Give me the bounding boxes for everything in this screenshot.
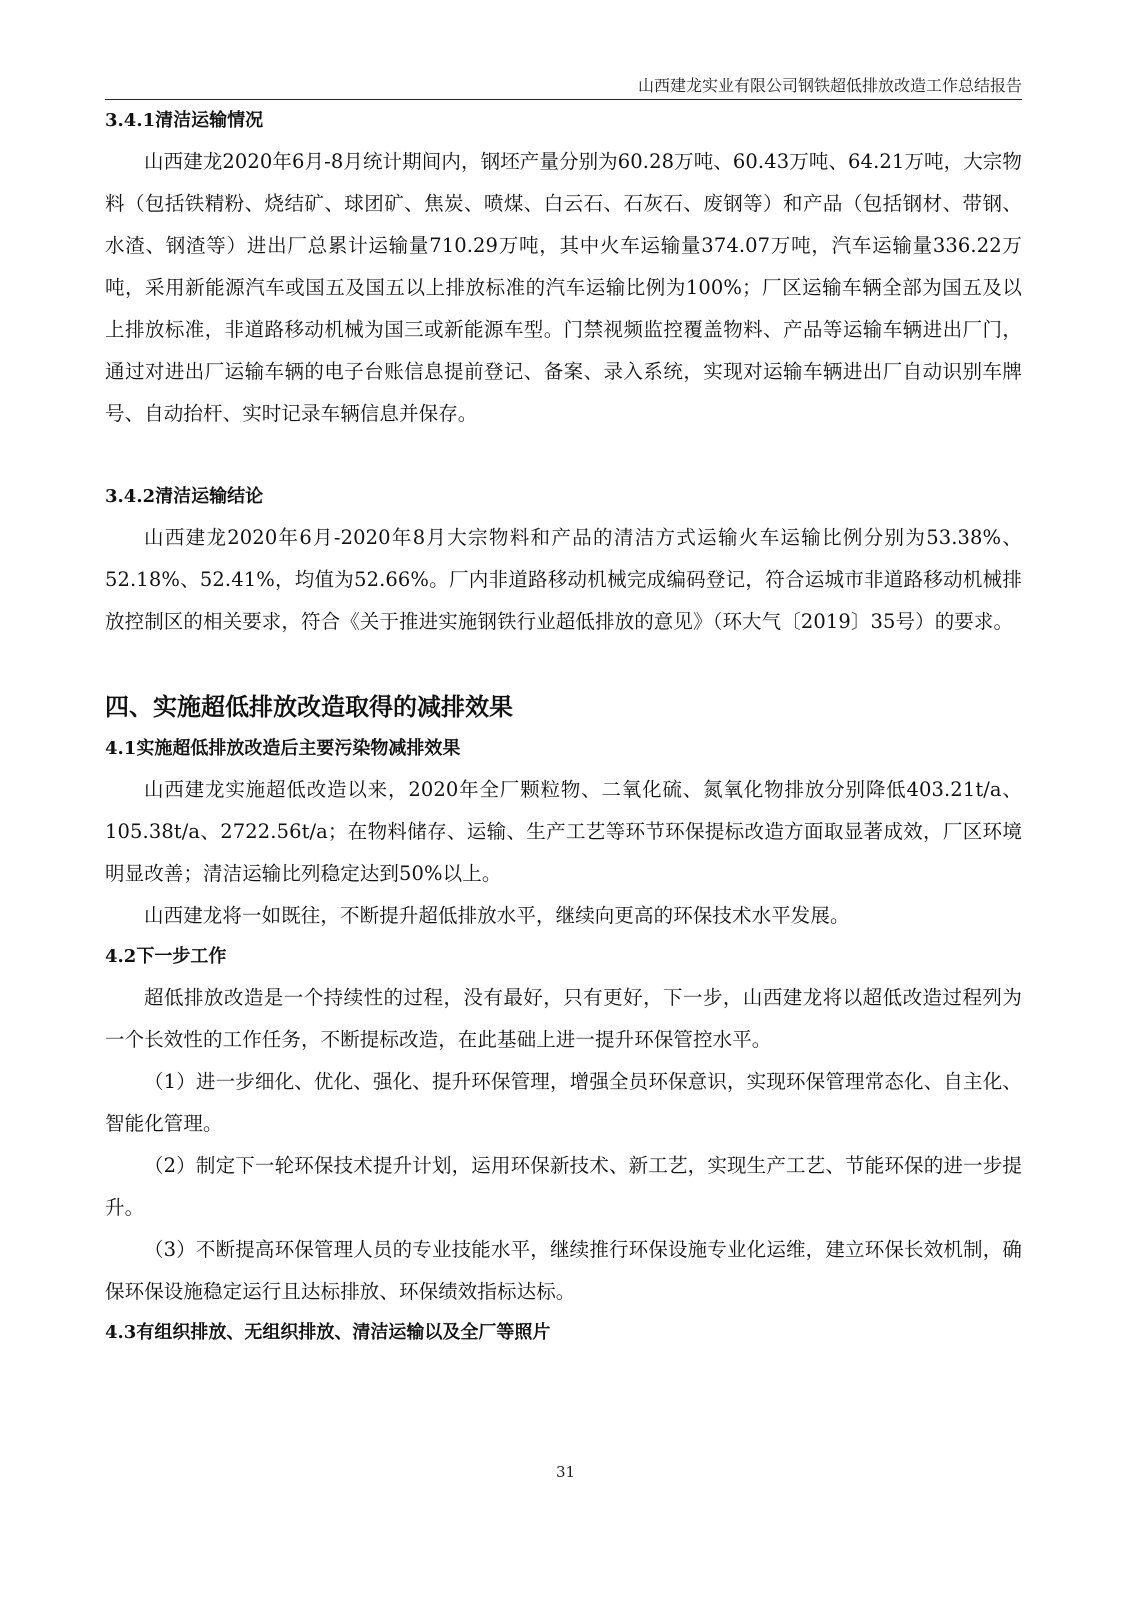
paragraph-emission-reduction: 山西建龙实施超低改造以来，2020年全厂颗粒物、二氧化硫、氮氧化物排放分别降低403.21t/a、105.38t/a、2722.56t/a；在物料储存、运输、生产工艺等环节环保提标改造方面取显著成效，厂区环境明显改善；清洁运输比列稳定达到50%以上。: [105, 778, 1022, 885]
heading-4-1: 4.1实施超低排放改造后主要污染物减排效果: [105, 738, 461, 759]
heading-4-2: 4.2下一步工作: [105, 946, 227, 967]
page-number: 31: [555, 1463, 576, 1481]
paragraph-clean-transport-status: 山西建龙2020年6月-8月统计期间内，钢坯产量分别为60.28万吨、60.43万吨、64.21万吨，大宗物料（包括铁精粉、烧结矿、球团矿、焦炭、喷煤、白云石、石灰石、废钢等）和产品（包括钢材、带钢、水渣、钢渣等）进出厂总累计运输量710.29万吨，其中火车运输量374.07万吨，汽车运输量336.22万吨，采用新能源汽车或国五及国五以上排放标准的汽车运输比例为100%；厂区运输车辆全部为国五及以上排放标准，非道路移动机械为国三或新能源车型。门禁视频监控覆盖物料、产品等运输车辆进出厂门，通过对进出厂运输车辆的电子台账信息提前登记、备案、录入系统，实现对运输车辆进出厂自动识别车牌号、自动抬杆、实时记录车辆信息并保存。: [105, 150, 1022, 425]
heading-3-4-1: 3.4.1清洁运输情况: [105, 110, 264, 131]
running-header: 山西建龙实业有限公司钢铁超低排放改造工作总结报告: [637, 76, 1022, 95]
list-item-1: （1）进一步细化、优化、强化、提升环保管理，增强全员环保意识，实现环保管理常态化、自主化、智能化管理。: [105, 1070, 1022, 1135]
list-item-3: （3）不断提高环保管理人员的专业技能水平，继续推行环保设施专业化运维，建立环保长效机制，确保环保设施稳定运行且达标排放、环保绩效指标达标。: [105, 1238, 1022, 1303]
heading-4-3: 4.3有组织排放、无组织排放、清洁运输以及全厂等照片: [105, 1322, 551, 1343]
paragraph-clean-transport-conclusion: 山西建龙2020年6月-2020年8月大宗物料和产品的清洁方式运输火车运输比例分别为53.38%、52.18%、52.41%，均值为52.66%。厂内非道路移动机械完成编码登记，符合运城市非道路移动机械排放控制区的相关要求，符合《关于推进实施钢铁行业超低排放的意见》（环大气〔2019〕35号）的要求。: [105, 526, 1022, 633]
paragraph-next-steps: 超低排放改造是一个持续性的过程，没有最好，只有更好，下一步，山西建龙将以超低改造过程列为一个长效性的工作任务，不断提标改造，在此基础上进一提升环保管控水平。: [105, 986, 1022, 1051]
header-rule: [105, 99, 1022, 100]
paragraph-commitment: 山西建龙将一如既往，不断提升超低排放水平，继续向更高的环保技术水平发展。: [144, 904, 850, 927]
page-content: [105, 101, 1022, 1353]
list-item-2: （2）制定下一轮环保技术提升计划，运用环保新技术、新工艺，实现生产工艺、节能环保的进一步提升。: [105, 1154, 1022, 1219]
heading-3-4-2: 3.4.2清洁运输结论: [105, 486, 264, 507]
heading-chapter-4: 四、实施超低排放改造取得的减排效果: [105, 692, 513, 721]
